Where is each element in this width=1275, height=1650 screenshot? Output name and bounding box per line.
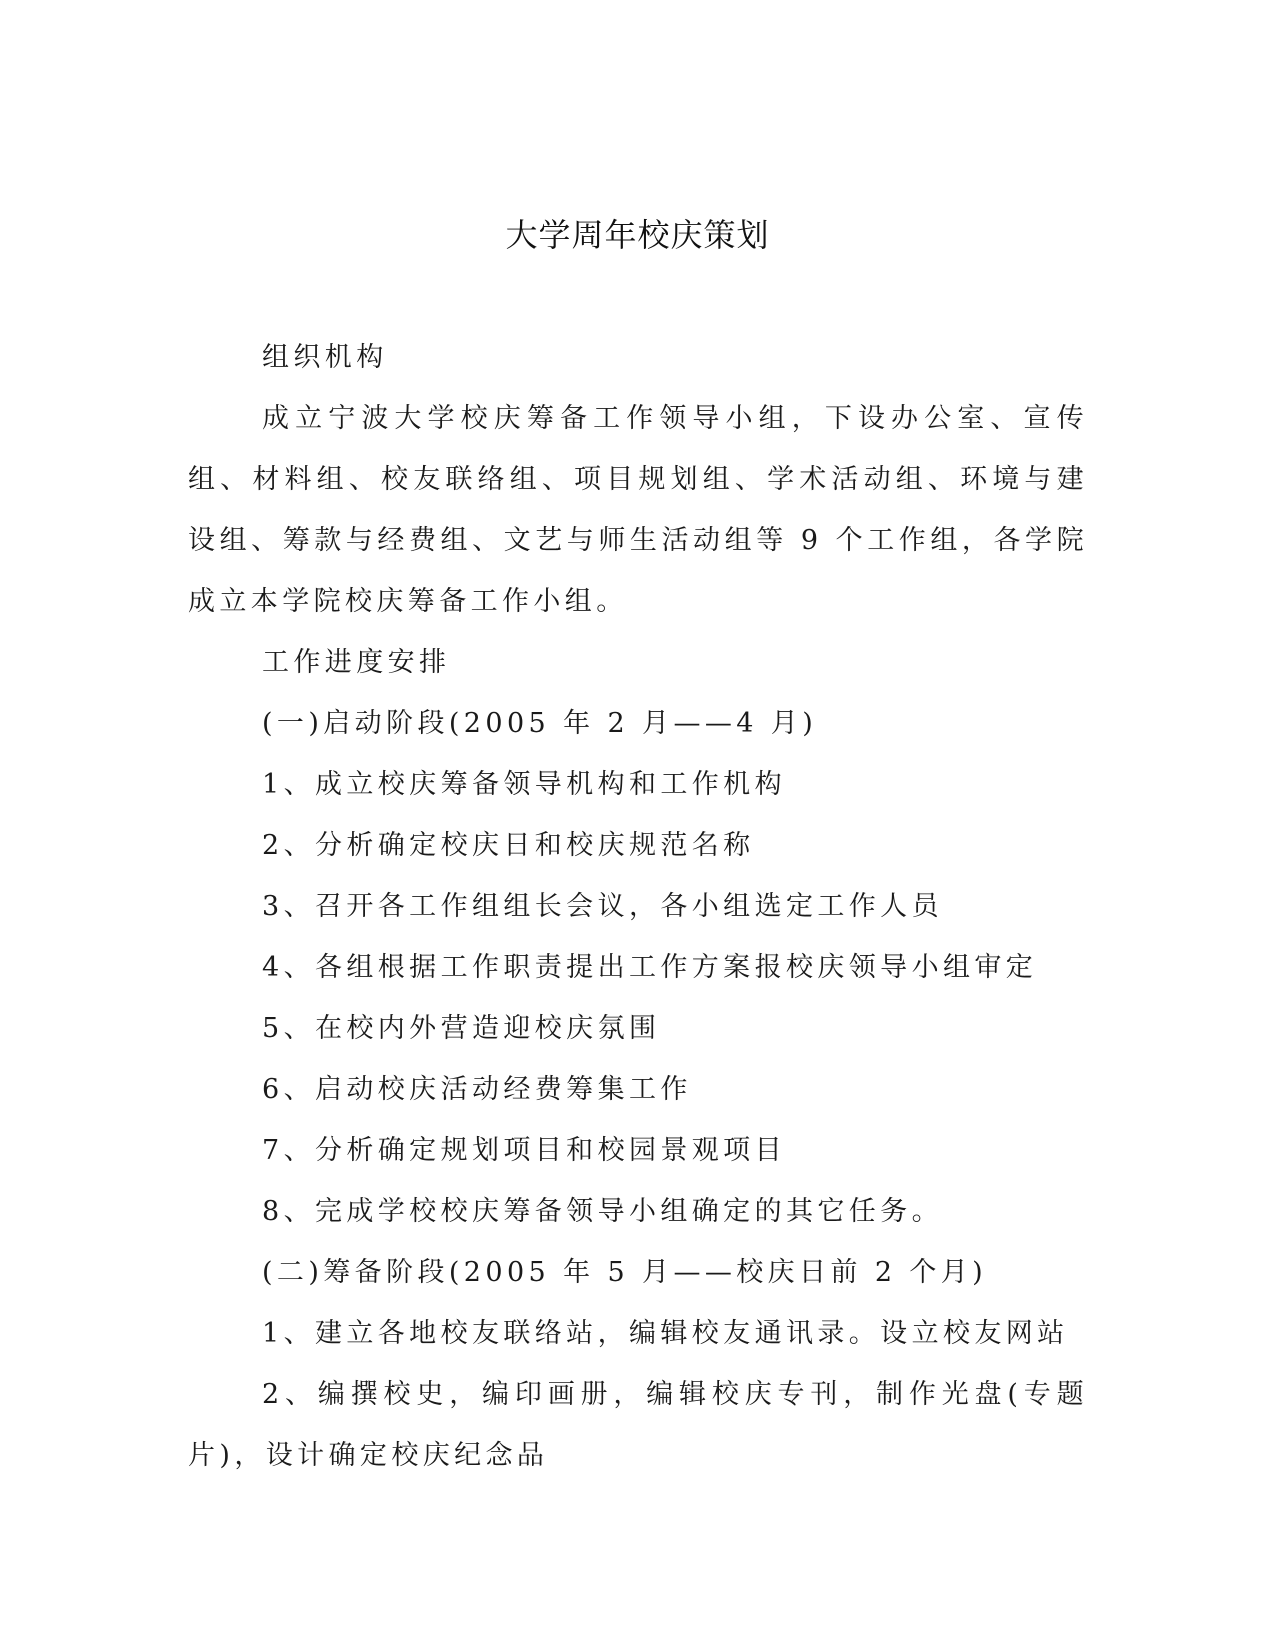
document-body xyxy=(188,327,1088,1486)
document-title: 大学周年校庆策划 xyxy=(505,216,770,254)
list-item: 7、分析确定规划项目和校园景观项目 xyxy=(262,1135,786,1166)
list-item: 3、召开各工作组组长会议，各小组选定工作人员 xyxy=(262,891,943,922)
heading-schedule: 工作进度安排 xyxy=(262,647,451,678)
list-item: 8、完成学校校庆筹备领导小组确定的其它任务。 xyxy=(262,1196,943,1227)
list-item: 6、启动校庆活动经费筹集工作 xyxy=(262,1074,692,1105)
list-item: 2、编撰校史，编印画册，编辑校庆专刊，制作光盘(专题片)，设计确定校庆纪念品 xyxy=(188,1379,1088,1471)
heading-phase-2: (二)筹备阶段(2005 年 5 月——校庆日前 2 个月) xyxy=(262,1257,988,1288)
list-item: 5、在校内外营造迎校庆氛围 xyxy=(262,1013,661,1044)
list-item: 2、分析确定校庆日和校庆规范名称 xyxy=(262,830,755,861)
list-item: 1、建立各地校友联络站，编辑校友通讯录。设立校友网站 xyxy=(262,1318,1069,1349)
heading-organization: 组织机构 xyxy=(262,342,388,373)
paragraph-organization: 成立宁波大学校庆筹备工作领导小组，下设办公室、宣传组、材料组、校友联络组、项目规划组、学术活动组、环境与建设组、筹款与经费组、文艺与师生活动组等 9 个工作组，各学院成立本学院校庆筹备工作小组。 xyxy=(188,403,1088,617)
list-item: 1、成立校庆筹备领导机构和工作机构 xyxy=(262,769,786,800)
list-item: 4、各组根据工作职责提出工作方案报校庆领导小组审定 xyxy=(262,952,1038,983)
heading-phase-1: (一)启动阶段(2005 年 2 月——4 月) xyxy=(262,708,818,739)
